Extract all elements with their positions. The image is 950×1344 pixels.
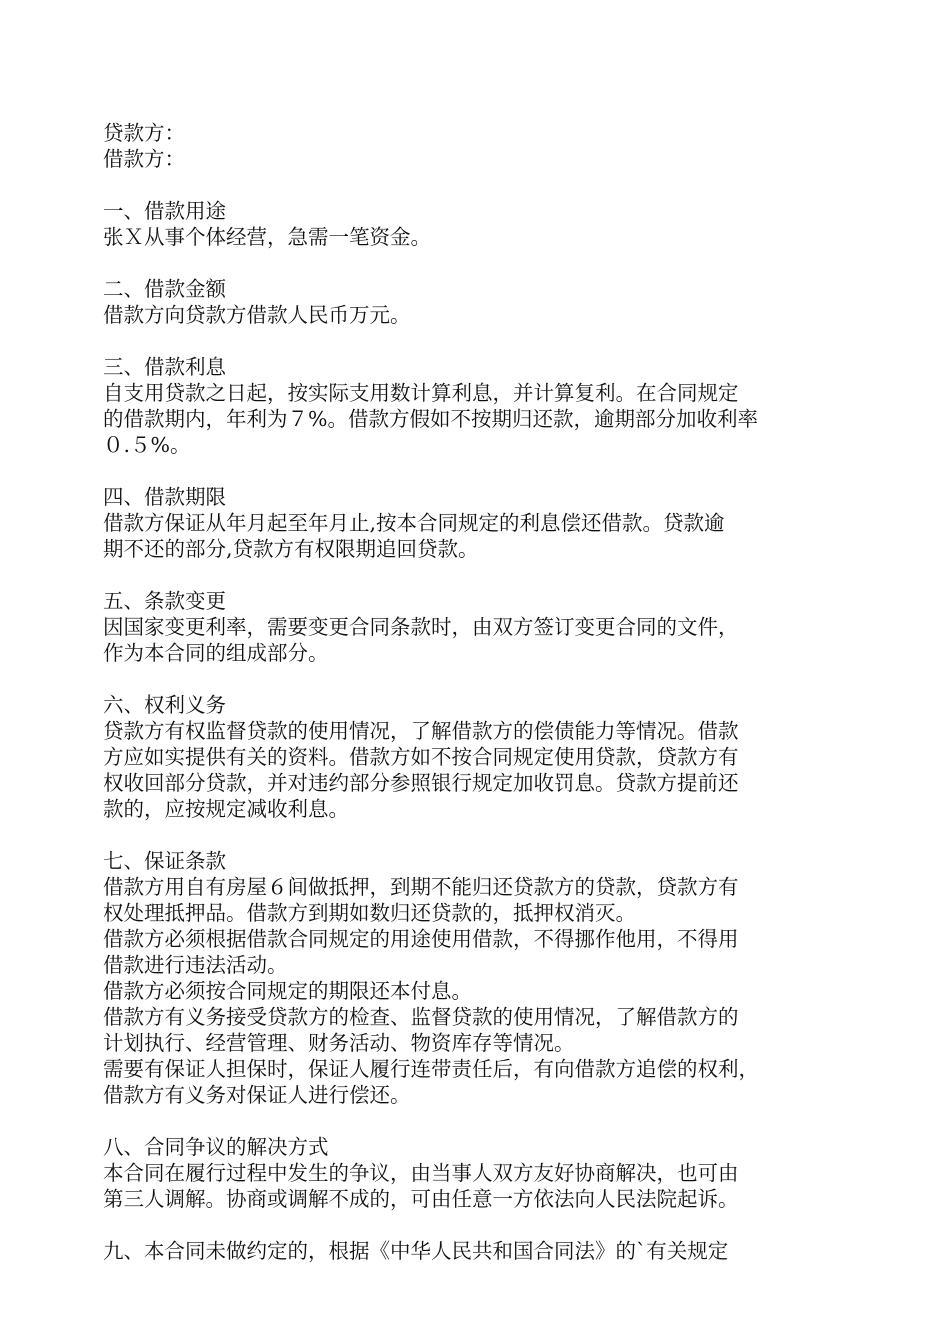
contract-body	[103, 120, 863, 1264]
blank-line	[103, 822, 863, 848]
paragraph-line: 张Ｘ从事个体经营，急需一笔资金。	[103, 225, 431, 249]
paragraph-line: 方应如实提供有关的资料。借款方如不按合同规定使用贷款，贷款方有	[103, 745, 739, 769]
section-term	[103, 484, 863, 562]
paragraph-line: 期不还的部分,贷款方有权限期追回贷款。	[103, 537, 479, 561]
blank-line	[103, 666, 863, 692]
section-heading: 六、权利义务	[103, 693, 226, 717]
paragraph-line: 因国家变更利率，需要变更合同条款时，由双方签订变更合同的文件，	[103, 615, 739, 639]
section-rights-obligations	[103, 692, 863, 822]
paragraph-line: 借款方有义务接受贷款方的检查、监督贷款的使用情况，了解借款方的	[103, 1005, 739, 1029]
section-dispute-resolution	[103, 1134, 863, 1212]
paragraph-line: 借款方用自有房屋６间做抵押，到期不能归还贷款方的贷款，贷款方有	[103, 875, 739, 899]
lender-label: 贷款方：	[103, 121, 185, 145]
section-purpose	[103, 198, 863, 250]
blank-line	[103, 250, 863, 276]
paragraph-line: 款的，应按规定减收利息。	[103, 797, 349, 821]
paragraph-line: ０.５%。	[103, 433, 191, 457]
section-heading: 三、借款利息	[103, 355, 226, 379]
section-unspecified-matters	[103, 1238, 863, 1264]
paragraph-line: 自支用贷款之日起，按实际支用数计算利息，并计算复利。在合同规定	[103, 381, 739, 405]
paragraph-line: 本合同在履行过程中发生的争议，由当事人双方友好协商解决，也可由	[103, 1161, 739, 1185]
paragraph-line: 权收回部分贷款，并对违约部分参照银行规定加收罚息。贷款方提前还	[103, 771, 739, 795]
section-interest	[103, 354, 863, 458]
section-heading: 五、条款变更	[103, 589, 226, 613]
paragraph-line: 需要有保证人担保时，保证人履行连带责任后，有向借款方追偿的权利，	[103, 1057, 759, 1081]
blank-line	[103, 1212, 863, 1238]
paragraph-line: 借款方有义务对保证人进行偿还。	[103, 1083, 411, 1107]
paragraph-line: 借款方向贷款方借款人民币万元。	[103, 303, 411, 327]
section-guarantee	[103, 848, 863, 1108]
paragraph-line: 计划执行、经营管理、财务活动、物资库存等情况。	[103, 1031, 575, 1055]
section-heading: 四、借款期限	[103, 485, 226, 509]
section-heading: 二、借款金额	[103, 277, 226, 301]
paragraph-line: 作为本合同的组成部分。	[103, 641, 329, 665]
blank-line	[103, 562, 863, 588]
paragraph-line: 借款方保证从年月起至年月止,按本合同规定的利息偿还借款。贷款逾	[103, 511, 725, 535]
section-amendment	[103, 588, 863, 666]
blank-line	[103, 172, 863, 198]
section-amount	[103, 276, 863, 328]
blank-line	[103, 328, 863, 354]
paragraph-line: 的借款期内，年利为７%。借款方假如不按期归还款，逾期部分加收利率	[103, 407, 758, 431]
paragraph-line: 权处理抵押品。借款方到期如数归还贷款的，抵押权消灭。	[103, 901, 636, 925]
section-heading: 八、合同争议的解决方式	[103, 1135, 329, 1159]
blank-line	[103, 458, 863, 484]
paragraph-line: 第三人调解。协商或调解不成的，可由任意一方依法向人民法院起诉。	[103, 1187, 739, 1211]
section-heading: 九、本合同未做约定的，根据《中华人民共和国合同法》的`有关规定	[103, 1239, 729, 1263]
borrower-label: 借款方：	[103, 147, 185, 171]
section-heading: 一、借款用途	[103, 199, 226, 223]
paragraph-line: 贷款方有权监督贷款的使用情况，了解借款方的偿债能力等情况。借款	[103, 719, 739, 743]
paragraph-line: 借款方必须按合同规定的期限还本付息。	[103, 979, 472, 1003]
blank-line	[103, 1108, 863, 1134]
paragraph-line: 借款进行违法活动。	[103, 953, 288, 977]
section-heading: 七、保证条款	[103, 849, 226, 873]
paragraph-line: 借款方必须根据借款合同规定的用途使用借款，不得挪作他用，不得用	[103, 927, 739, 951]
